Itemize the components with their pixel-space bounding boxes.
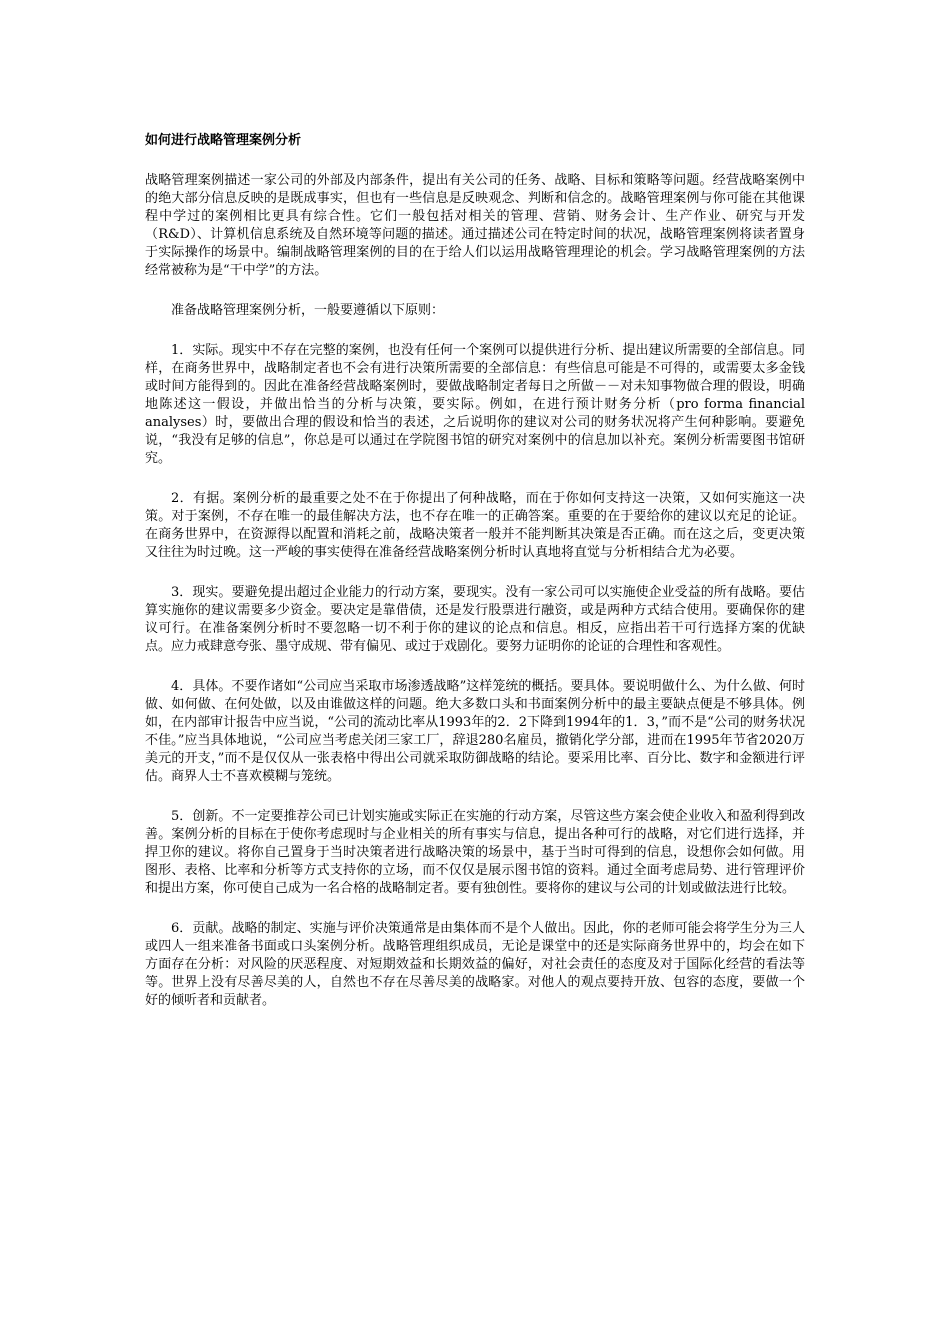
document-title: 如何进行战略管理案例分析 [145,133,302,148]
principle-realistic-paragraph: 3．现实。要避免提出超过企业能力的行动方案，要现实。没有一家公司可以实施使企业受益的所有战略。要估算实施你的建议需要多少资金。要决定是靠借债，还是发行股票进行融资，或是两种方式结合使用。要确保你的建议可行。在准备案例分析时不要忽略一切不利于你的建议的论点和信息。相反，应指出若干可行选择方案的优缺点。应力戒肆意夸张、墨守成规、带有偏见、或过于戏剧化。要努力证明你的论证的合理性和客观性。 [145,585,805,654]
principles-lead-paragraph: 准备战略管理案例分析，一般要遵循以下原则： [171,303,445,318]
principle-innovative-paragraph: 5．创新。不一定要推荐公司已计划实施或实际正在实施的行动方案，尽管这些方案会使企业收入和盈利得到改善。案例分析的目标在于使你考虑现时与企业相关的所有事实与信息，提出各种可行的战略，对它们进行选择，并捍卫你的建议。将你自己置身于当时决策者进行战略决策的场景中，基于当时可得到的信息，设想你会如何做。用图形、表格、比率和分析等方式支持你的立场，而不仅仅是展示图书馆的资料。通过全面考虑局势、进行管理评价和提出方案，你可使自己成为一名合格的战略制定者。要有独创性。要将你的建议与公司的计划或做法进行比较。 [145,809,805,896]
principle-contribution-paragraph: 6．贡献。战略的制定、实施与评价决策通常是由集体而不是个人做出。因此，你的老师可能会将学生分为三人或四人一组来准备书面或口头案例分析。战略管理组织成员，无论是课堂中的还是实际商务世界中的，均会在如下方面存在分析：对风险的厌恶程度、对短期效益和长期效益的偏好，对社会责任的态度及对于国际化经营的看法等等。世界上没有尽善尽美的人，自然也不存在尽善尽美的战略家。对他人的观点要持开放、包容的态度，要做一个好的倾听者和贡献者。 [145,921,805,1008]
principle-specific-paragraph: 4．具体。不要作诸如“公司应当采取市场渗透战略”这样笼统的概括。要具体。要说明做什么、为什么做、何时做、如何做、在何处做，以及由谁做这样的问题。绝大多数口头和书面案例分析中的最主要缺点便是不够具体。例如，在内部审计报告中应当说，“公司的流动比率从1993年的2．2下降到1994年的1．3，”而不是“公司的财务状况不佳。”应当具体地说，“公司应当考虑关闭三家工厂，辞退280名雇员，撤销化学分部，进而在1995年节省2020万美元的开支，”而不是仅仅从一张表格中得出公司就采取防御战略的结论。要采用比率、百分比、数字和金额进行评估。商界人士不喜欢模糊与笼统。 [145,679,805,784]
document-page [145,132,805,1032]
intro-paragraph: 战略管理案例描述一家公司的外部及内部条件，提出有关公司的任务、战略、目标和策略等问题。经营战略案例中的绝大部分信息反映的是既成事实，但也有一些信息是反映观念、判断和信念的。战略管理案例与你可能在其他课程中学过的案例相比更具有综合性。它们一般包括对相关的管理、营销、财务会计、生产作业、研究与开发（R&D）、计算机信息系统及自然环境等问题的描述。通过描述公司在特定时间的状况，战略管理案例将读者置身于实际操作的场景中。编制战略管理案例的目的在于给人们以运用战略管理理论的机会。学习战略管理案例的方法经常被称为是“干中学”的方法。 [145,173,805,278]
principle-evidence-paragraph: 2．有据。案例分析的最重要之处不在于你提出了何种战略，而在于你如何支持这一决策，又如何实施这一决策。对于案例，不存在唯一的最佳解决方法，也不存在唯一的正确答案。重要的在于要给你的建议以充足的论证。在商务世界中，在资源得以配置和消耗之前，战略决策者一般并不能判断其决策是否正确。而在这之后，变更决策又往往为时过晚。这一严峻的事实使得在准备经营战略案例分析时认真地将直觉与分析相结合尤为必要。 [145,491,805,560]
principle-practical-paragraph: 1．实际。现实中不存在完整的案例，也没有任何一个案例可以提供进行分析、提出建议所需要的全部信息。同样，在商务世界中，战略制定者也不会有进行决策所需要的全部信息：有些信息可能是不可得的，或需要太多金钱或时间方能得到的。因此在准备经营战略案例时，要做战略制定者每日之所做－－对未知事物做合理的假设，明确地陈述这一假设，并做出恰当的分析与决策，要实际。例如，在进行预计财务分析（pro forma financial analyses）时，要做出合理的假设和恰当的表述，之后说明你的建议对公司的财务状况将产生何种影响。要避免说，“我没有足够的信息”，你总是可以通过在学院图书馆的研究对案例中的信息加以补充。案例分析需要图书馆研究。 [145,343,805,466]
